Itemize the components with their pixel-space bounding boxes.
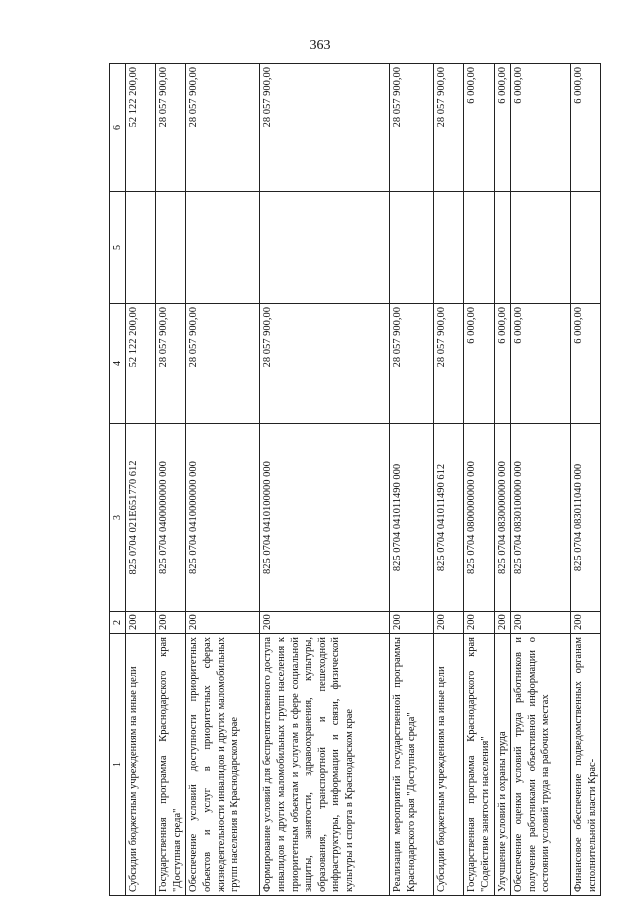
row-name: Формирование условий для беспрепятственного доступа инвалидов и других маломобильных групп населения к приоритетным объектам и услугам в сфере социальной защиты, занятости, здравоохранения, культуры, образования, транспортной и пешеходной инфраструктуры, информации и связи, физической культуры и спорта в Краснодарском крае xyxy=(260,634,390,896)
table-row xyxy=(434,64,464,896)
row-code: 200 xyxy=(494,612,511,634)
row-code: 200 xyxy=(156,612,186,634)
table-row xyxy=(571,64,601,896)
header-row xyxy=(110,64,126,896)
row-amount: 28 057 900,00 xyxy=(156,304,186,424)
table-row xyxy=(156,64,186,896)
table-row xyxy=(464,64,494,896)
column-header: 2 xyxy=(110,612,126,634)
table-row xyxy=(494,64,511,896)
row-code: 200 xyxy=(186,612,260,634)
row-total: 28 057 900,00 xyxy=(434,64,464,192)
row-classification: 825 0704 0410100000 000 xyxy=(260,424,390,612)
row-empty xyxy=(511,192,571,304)
row-empty xyxy=(571,192,601,304)
row-code: 200 xyxy=(464,612,494,634)
row-classification: 825 0704 021E651770 612 xyxy=(126,424,156,612)
column-header: 4 xyxy=(110,304,126,424)
table-row xyxy=(511,64,571,896)
table-row xyxy=(186,64,260,896)
row-amount: 6 000,00 xyxy=(571,304,601,424)
row-classification: 825 0704 0830000000 000 xyxy=(494,424,511,612)
row-classification: 825 0704 0410000000 000 xyxy=(186,424,260,612)
column-header: 5 xyxy=(110,192,126,304)
row-empty xyxy=(156,192,186,304)
table-row xyxy=(260,64,390,896)
row-classification: 825 0704 0830100000 000 xyxy=(511,424,571,612)
row-empty xyxy=(494,192,511,304)
row-total: 28 057 900,00 xyxy=(156,64,186,192)
row-empty xyxy=(186,192,260,304)
row-total: 28 057 900,00 xyxy=(186,64,260,192)
row-code: 200 xyxy=(126,612,156,634)
row-name: Субсидии бюджетным учреждениям на иные цели xyxy=(434,634,464,896)
row-empty xyxy=(434,192,464,304)
row-amount: 6 000,00 xyxy=(511,304,571,424)
row-amount: 52 122 200,00 xyxy=(126,304,156,424)
row-name: Государственная программа Краснодарского края "Доступная среда" xyxy=(156,634,186,896)
row-classification: 825 0704 0800000000 000 xyxy=(464,424,494,612)
row-code: 200 xyxy=(390,612,434,634)
table-row xyxy=(126,64,156,896)
column-header: 6 xyxy=(110,64,126,192)
row-amount: 28 057 900,00 xyxy=(186,304,260,424)
row-name: Государственная программа Краснодарского края "Содействие занятости населения" xyxy=(464,634,494,896)
row-empty xyxy=(390,192,434,304)
row-total: 28 057 900,00 xyxy=(390,64,434,192)
row-name: Субсидии бюджетным учреждениям на иные цели xyxy=(126,634,156,896)
row-classification: 825 0704 0400000000 000 xyxy=(156,424,186,612)
row-amount: 6 000,00 xyxy=(464,304,494,424)
row-empty xyxy=(464,192,494,304)
rotated-table-container xyxy=(109,64,609,896)
row-empty xyxy=(260,192,390,304)
row-total: 6 000,00 xyxy=(494,64,511,192)
row-empty xyxy=(126,192,156,304)
table-row xyxy=(390,64,434,896)
budget-table xyxy=(109,63,601,896)
row-name: Реализация мероприятий государственной программы Краснодарского края "Доступная среда" xyxy=(390,634,434,896)
row-classification: 825 0704 083011040 000 xyxy=(571,424,601,612)
column-header: 3 xyxy=(110,424,126,612)
page-number: 363 xyxy=(309,38,331,53)
row-code: 200 xyxy=(511,612,571,634)
row-name: Обеспечение оценки условий труда работников и получение работниками объективной информации о состоянии условий труда на рабочих местах xyxy=(511,634,571,896)
row-total: 6 000,00 xyxy=(571,64,601,192)
row-code: 200 xyxy=(434,612,464,634)
row-amount: 28 057 900,00 xyxy=(260,304,390,424)
row-total: 6 000,00 xyxy=(464,64,494,192)
row-code: 200 xyxy=(571,612,601,634)
column-header: 1 xyxy=(110,634,126,896)
row-name: Улучшение условий и охраны труда xyxy=(494,634,511,896)
row-total: 28 057 900,00 xyxy=(260,64,390,192)
row-total: 6 000,00 xyxy=(511,64,571,192)
row-name: Обеспечение условий доступности приоритетных объектов и услуг в приоритетных сферах жизнедеятельности инвалидов и других маломобильных групп населения в Краснодарском крае xyxy=(186,634,260,896)
row-classification: 825 0704 041011490 612 xyxy=(434,424,464,612)
row-amount: 28 057 900,00 xyxy=(434,304,464,424)
row-code: 200 xyxy=(260,612,390,634)
row-total: 52 122 200,00 xyxy=(126,64,156,192)
row-amount: 6 000,00 xyxy=(494,304,511,424)
row-amount: 28 057 900,00 xyxy=(390,304,434,424)
row-classification: 825 0704 041011490 000 xyxy=(390,424,434,612)
row-name: Финансовое обеспечение подведомственных органам исполнительной власти Крас- xyxy=(571,634,601,896)
